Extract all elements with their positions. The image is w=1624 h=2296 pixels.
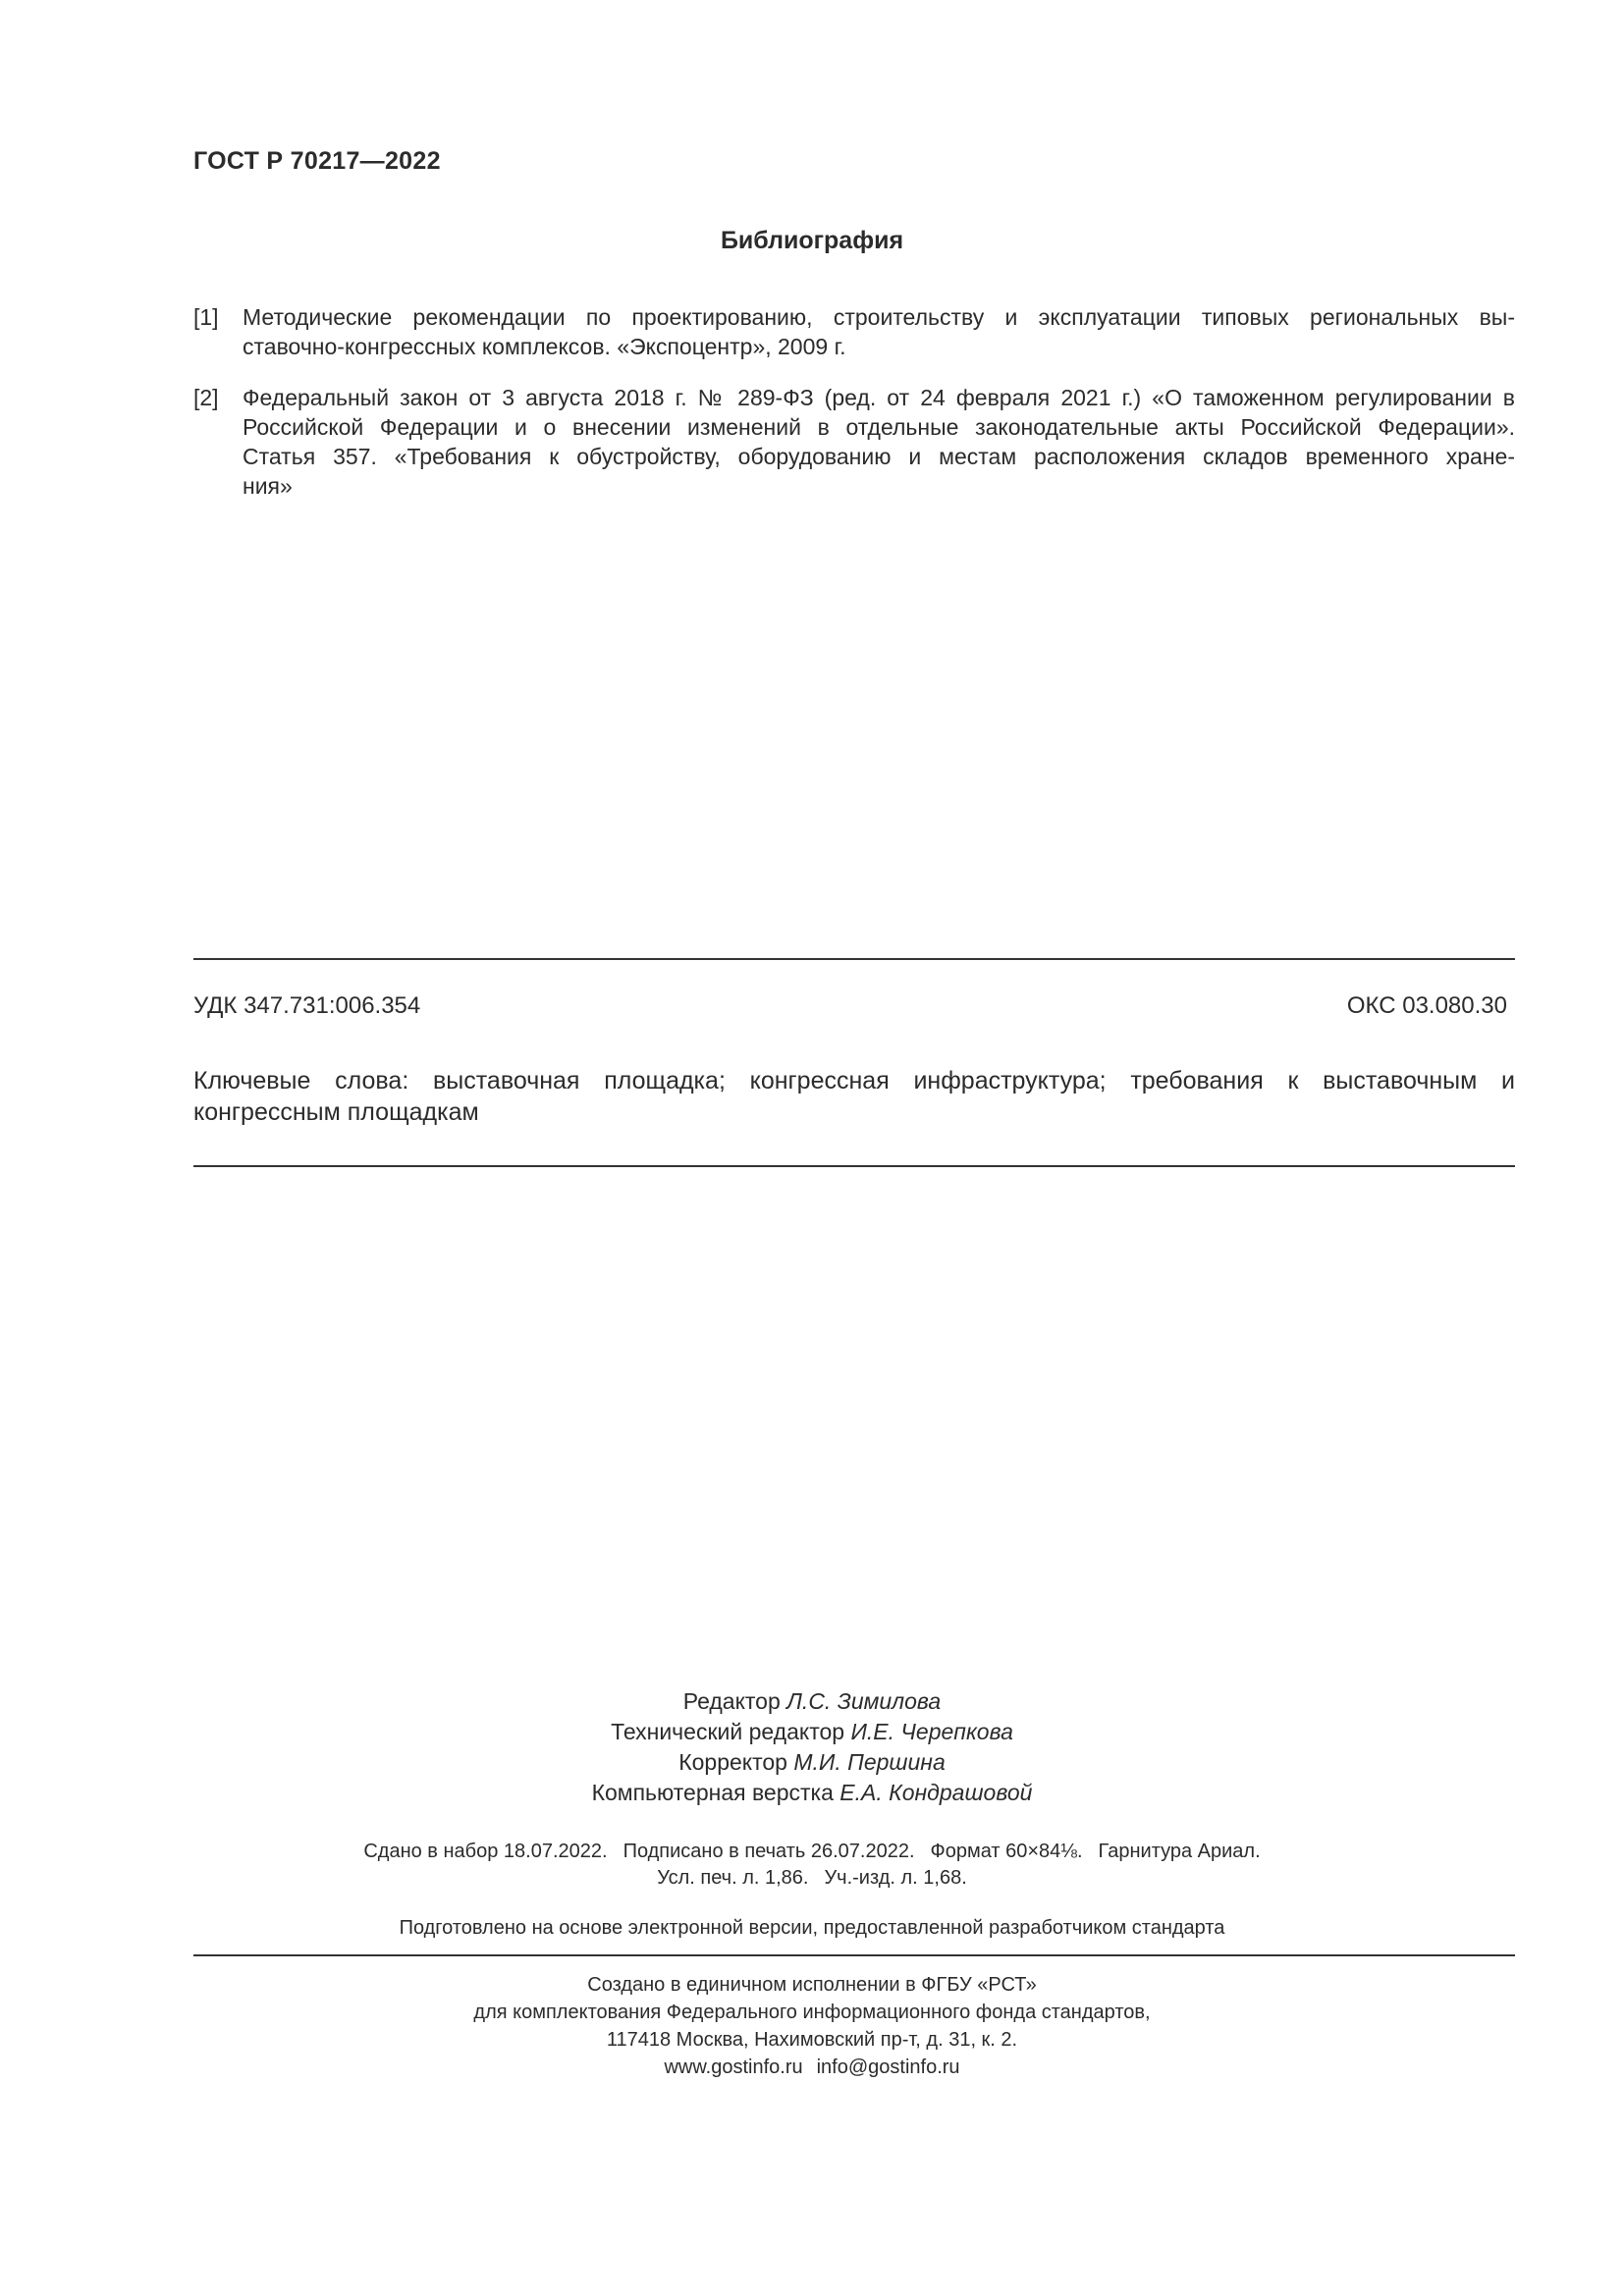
print-font: Гарнитура Ариал.	[1098, 1841, 1261, 1862]
print-info-line	[0, 1839, 1624, 1865]
bibliography-item	[193, 383, 1515, 501]
divider-bottom	[193, 1954, 1515, 1956]
staff-name: И.Е. Черепкова	[850, 1719, 1013, 1744]
created-line: для комплектования Федерального информационного фонда стандартов,	[473, 2002, 1151, 2023]
keywords-line: Ключевые слова: выставочная площадка; конгрессная инфраструктура; требования к выставочным и	[193, 1067, 1515, 1095]
keywords	[193, 1065, 1515, 1128]
divider-top	[193, 958, 1515, 960]
bibliography-list	[193, 302, 1515, 522]
contacts-line	[0, 2054, 1624, 2081]
bibliography-item-number: [2]	[193, 385, 219, 410]
bibliography-text-line: ставочно-конгрессных комплексов. «Экспоцентр», 2009 г.	[243, 334, 846, 359]
staff-row	[0, 1717, 1624, 1747]
bibliography-text-line: Российской Федерации и о внесении изменений в отдельные законодательные акты Российской Федерации».	[243, 414, 1515, 440]
print-sheets: Усл. печ. л. 1,86.	[657, 1867, 809, 1889]
print-format: Формат 60×84⅛.	[930, 1841, 1083, 1862]
staff-role: Технический редактор	[611, 1719, 845, 1744]
staff-row	[0, 1686, 1624, 1717]
keywords-line: конгрессным площадкам	[193, 1098, 479, 1126]
staff-name: Е.А. Кондрашовой	[839, 1780, 1033, 1805]
staff-row	[0, 1778, 1624, 1808]
print-info-line	[0, 1865, 1624, 1892]
bibliography-item-text	[243, 383, 1515, 501]
print-signed-date: Подписано в печать 26.07.2022.	[623, 1841, 915, 1862]
print-info	[0, 1839, 1624, 1892]
udk-code: УДК 347.731:006.354	[193, 992, 421, 1019]
staff-role: Редактор	[682, 1688, 781, 1714]
created-line: 117418 Москва, Нахимовский пр-т, д. 31, к. 2.	[606, 2029, 1018, 2051]
email-link[interactable]: info@gostinfo.ru	[816, 2056, 960, 2078]
staff-name: М.И. Першина	[793, 1749, 946, 1775]
staff-name: Л.С. Зимилова	[786, 1688, 942, 1714]
bibliography-text-line: Статья 357. «Требования к обустройству, оборудованию и местам расположения складов временного хране-	[243, 444, 1515, 469]
website-link[interactable]: www.gostinfo.ru	[664, 2056, 803, 2078]
prepared-note: Подготовлено на основе электронной версии, предоставленной разработчиком стандарта	[399, 1917, 1225, 1939]
bibliography-text-line: Федеральный закон от 3 августа 2018 г. № 289-ФЗ (ред. от 24 февраля 2021 г.) «О таможенном регулировании в	[243, 385, 1515, 410]
bibliography-item-number: [1]	[193, 304, 219, 330]
staff-role: Корректор	[678, 1749, 787, 1775]
bibliography-text-line: Методические рекомендации по проектированию, строительству и эксплуатации типовых региональных вы-	[243, 304, 1515, 330]
staff-row	[0, 1747, 1624, 1778]
bibliography-item-text	[243, 302, 1515, 361]
oks-code: ОКС 03.080.30	[1346, 992, 1507, 1019]
editorial-staff	[0, 1686, 1624, 1808]
bibliography-title: Библиография	[720, 227, 904, 254]
staff-role: Компьютерная верстка	[591, 1780, 834, 1805]
print-typeset-date: Сдано в набор 18.07.2022.	[363, 1841, 608, 1862]
document-code: ГОСТ Р 70217—2022	[193, 147, 441, 175]
bibliography-item	[193, 302, 1515, 361]
created-info	[0, 1971, 1624, 2081]
divider-middle	[193, 1165, 1515, 1167]
publication-sheets: Уч.-изд. л. 1,68.	[824, 1867, 967, 1889]
bibliography-text-line: ния»	[243, 473, 293, 499]
created-line: Создано в единичном исполнении в ФГБУ «РСТ»	[587, 1974, 1037, 1996]
